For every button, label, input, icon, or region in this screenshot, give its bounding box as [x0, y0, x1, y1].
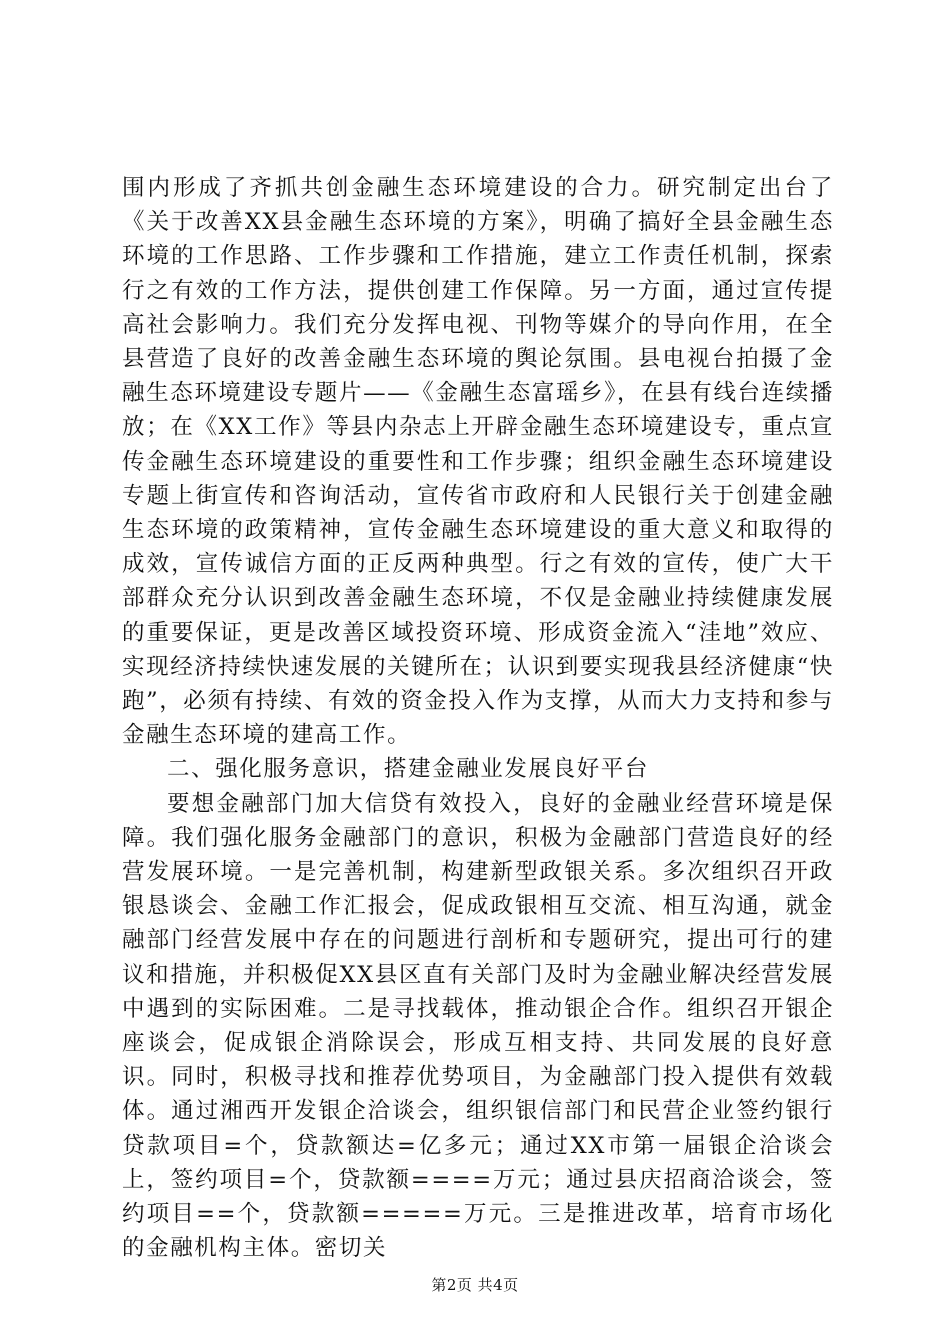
page-footer: 第2页 共4页: [431, 1276, 519, 1294]
document-body: [122, 171, 834, 1266]
paragraph-continuation: 围内形成了齐抓共创金融生态环境建设的合力。研究制定出台了《关于改善XX县金融生态环境的方案》，明确了搞好全县金融生态环境的工作思路、工作步骤和工作措施，建立工作责任机制，探索行之有效的工作方法，提供创建工作保障。另一方面，通过宣传提高社会影响力。我们充分发挥电视、刊物等媒介的导向作用，在全县营造了良好的改善金融生态环境的舆论氛围。县电视台拍摄了金融生态环境建设专题片——《金融生态富瑶乡》，在县有线台连续播放；在《XX工作》等县内杂志上开辟金融生态环境建设专，重点宣传金融生态环境建设的重要性和工作步骤；组织金融生态环境建设专题上街宣传和咨询活动，宣传省市政府和人民银行关于创建金融生态环境的政策精神，宣传金融生态环境建设的重大意义和取得的成效，宣传诚信方面的正反两种典型。行之有效的宣传，使广大干部群众充分认识到改善金融生态环境，不仅是金融业持续健康发展的重要保证，更是改善区域投资环境、形成资金流入“洼地”效应、实现经济持续快速发展的关键所在；认识到要实现我县经济健康“快跑”，必须有持续、有效的资金投入作为支撑，从而大力支持和参与金融生态环境的建高工作。: [122, 175, 835, 749]
section-heading: 二、强化服务意识，搭建金融业发展良好平台: [167, 756, 650, 783]
paragraph-section-two: 要想金融部门加大信贷有效投入，良好的金融业经营环境是保障。我们强化服务金融部门的意识，积极为金融部门营造良好的经营发展环境。一是完善机制，构建新型政银关系。多次组织召开政银恳谈会、金融工作汇报会，促成政银相互交流、相互沟通，就金融部门经营发展中存在的问题进行剖析和专题研究，提出可行的建议和措施，并积极促XX县区直有关部门及时为金融业解决经营发展中遇到的实际困难。二是寻找载体，推动银企合作。组织召开银企座谈会，促成银企消除误会，形成互相支持、共同发展的良好意识。同时，积极寻找和推荐优势项目，为金融部门投入提供有效载体。通过湘西开发银企洽谈会，组织银信部门和民营企业签约银行贷款项目=个，贷款额达=亿多元；通过XX市第一届银企洽谈会上，签约项目=个，贷款额====万元；通过县庆招商洽谈会，签约项目==个，贷款额=====万元。三是推进改革，培育市场化的金融机构主体。密切关: [122, 790, 834, 1262]
